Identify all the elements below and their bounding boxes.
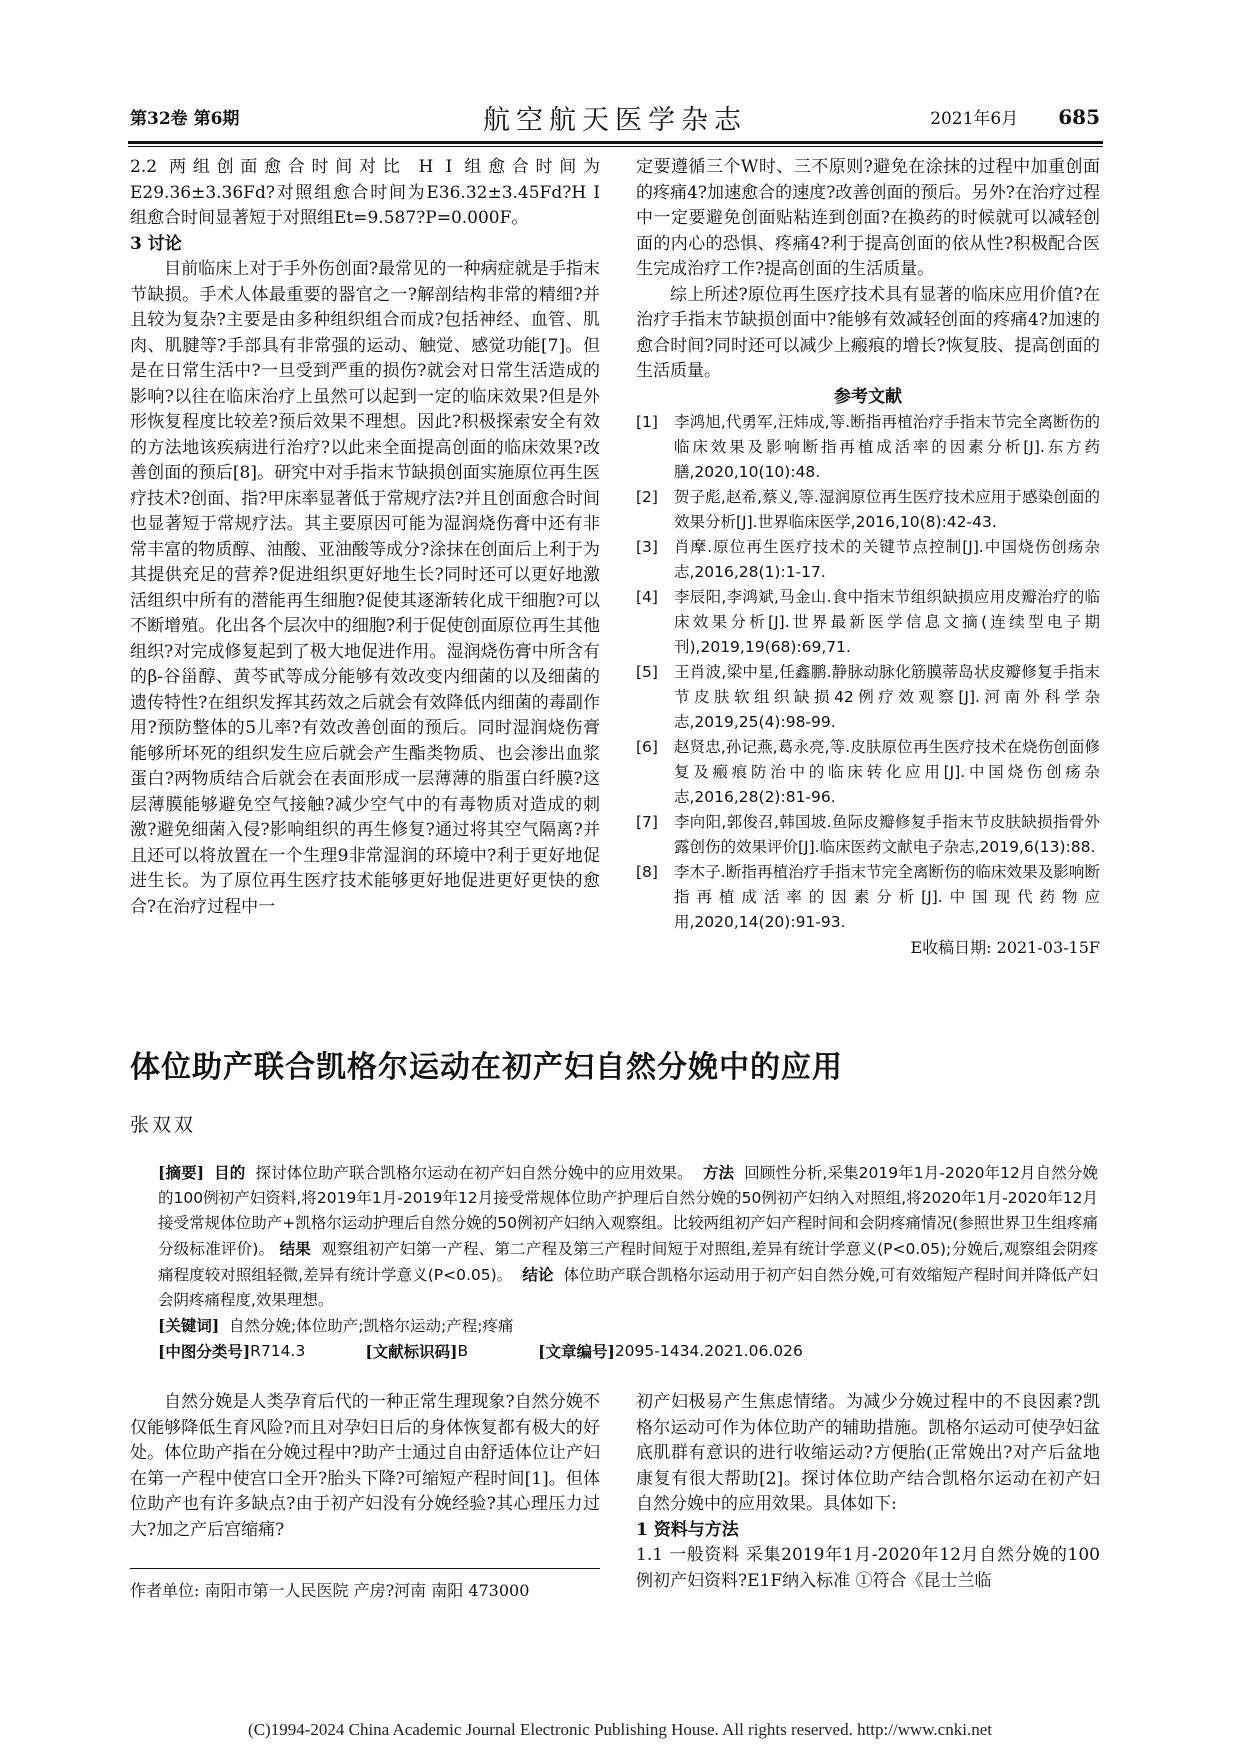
reference-number: [3] [636,538,658,556]
abstract-block [158,1160,1098,1364]
article-number-value: 2095-1434.2021.06.026 [614,1342,803,1360]
abstract-label: [摘要] [158,1163,205,1182]
page-number: 685 [1058,105,1100,129]
previous-article-right-column [636,155,1100,961]
volume-issue: 第32卷 第6期 [130,109,240,129]
reference-number: [1] [636,413,658,431]
previous-article-left-column [130,155,600,920]
references-heading: 参考文献 [834,386,902,407]
reference-number: [6] [636,738,658,756]
journal-name: 航空航天医学杂志 [483,105,747,136]
header-rule-thin [128,146,1103,147]
article-title: 体位助产联合凯格尔运动在初产妇自然分娩中的应用 [130,1050,843,1085]
reference-number: [7] [636,813,658,831]
reference-text: 李向阳,郭俊召,韩国坡.鱼际皮瓣修复手指末节皮肤缺损指骨外露创伤的效果评价[J].临床医药文献电子杂志,2019,6(13):88. [674,813,1100,856]
reference-text: 李木子.断指再植治疗手指末节完全离断伤的临床效果及影响断指再植成活率的因素分析[J].中国现代药物应用,2020,14(20):91-93. [674,863,1100,931]
conclusion-paragraph: 综上所述?原位再生医疗技术具有显著的临床应用价值?在治疗手指末节缺损创面中?能够有效减轻创面的疼痛4?加速的愈合时间?同时还可以减少上瘢痕的增长?恢复肢、提高创面的生活质量。 [636,284,1100,381]
copyright-footer: (C)1994-2024 China Academic Journal Electronic Publishing House. All rights reserved. http://www.cnki.net [248,1720,992,1739]
header-right [930,104,1100,129]
intro-paragraph: 自然分娩是人类孕育后代的一种正常生理现象?自然分娩不仅能够降低生育风险?而且对孕妇日后的身体恢复都有极大的好处。体位助产指在分娩过程中?助产士通过自由舒适体位让产妇在第一产程中使宫口全开?胎头下降?可缩短产程时间[1]。但体位助产也有许多缺点?由于初产妇没有分娩经验?其心理压力过大?加之产后宫缩痛? [130,1392,600,1540]
reference-item [636,535,1100,585]
received-date: E收稿日期: 2021-03-15F [910,938,1100,957]
reference-text: 李辰阳,李鸿斌,马金山.食中指末节组织缺损应用皮瓣治疗的临床效果分析[J].世界最新医学信息文摘(连续型电子期刊),2019,19(68):69,71. [674,588,1100,656]
reference-item [636,860,1100,935]
reference-item [636,810,1100,860]
reference-text: 贺子彪,赵希,蔡义,等.湿润原位再生医疗技术应用于感染创面的效果分析[J].世界临床医学,2016,10(8):42-43. [674,488,1100,531]
section-heading-methods: 1 资料与方法 [636,1519,739,1540]
conclusion-text: 体位助产联合凯格尔运动用于初产妇自然分娩,可有效缩短产程时间并降低产妇会阴疼痛程度,效果理想。 [158,1266,1098,1309]
section-2-2: 2.2 两组创面愈合时间对比 H I 组愈合时间为E29.36±3.36Fd?对照组愈合时间为E36.32±3.45Fd?H I 组愈合时间显著短于对照组Et=9.587?P=0.000F。 [130,157,600,228]
running-header [130,98,1100,138]
reference-number: [5] [636,663,658,681]
keywords-text: 自然分娩;体位助产;凯格尔运动;产程;疼痛 [229,1317,514,1335]
issue-date: 2021年6月 [930,109,1019,129]
reference-list [636,410,1100,935]
reference-text: 肖摩.原位再生医疗技术的关键节点控制[J].中国烧伤创疡杂志,2016,28(1):1-17. [674,538,1100,581]
objective-text: 探讨体位助产联合凯格尔运动在初产妇自然分娩中的应用效果。 [255,1164,693,1182]
article-author: 张双双 [130,1114,197,1136]
reference-text: 王肖波,梁中星,任鑫鹏.静脉动脉化筋膜蒂岛状皮瓣修复手指末节皮肤软组织缺损42例疗效观察[J].河南外科学杂志,2019,25(4):98-99. [674,663,1100,731]
reference-item [636,660,1100,735]
discussion-continued: 定要遵循三个W时、三不原则?避免在涂抹的过程中加重创面的疼痛4?加速愈合的速度?改善创面的预后。另外?在治疗过程中一定要避免创面贴粘连到创面?在换药的时候就可以减轻创面的内心的恐惧、疼痛4?利于提高创面的依从性?积极配合医生完成治疗工作?提高创面的生活质量。 [636,157,1100,279]
section-heading-discussion: 3 讨论 [130,233,182,254]
doc-code-value: B [457,1342,469,1360]
reference-item [636,735,1100,810]
clc-label: [中图分类号] [158,1342,251,1361]
doc-code-label: [文献标识码] [365,1342,458,1361]
discussion-paragraph: 目前临床上对于手外伤创面?最常见的一种病症就是手指末节缺损。手术人体最重要的器官之一?解剖结构非常的精细?并且较为复杂?主要是由多种组织组合而成?包括神经、血管、肌肉、肌腱等?手部具有非常强的运动、触觉、感觉功能[7]。但是在日常生活中?一旦受到严重的损伤?就会对日常生活造成的影响?以往在临床治疗上虽然可以起到一定的临床效果?但是外形恢复程度比较差?预后效果不理想。因此?积极探索安全有效的方法地该疾病进行治疗?以此来全面提高创面的临床效果?改善创面的预后[8]。研究中对手指末节缺损创面实施原位再生医疗技术?创面、指?甲床率显著低于常规疗法?并且创面愈合时间也显著短于常规疗法。其主要原因可能为湿润烧伤膏中还有非常丰富的物质醇、油酸、亚油酸等成分?涂抹在创面后上利于为其提供充足的营养?促进组织更好地生长?同时还可以更好地激活组织中所有的潜能再生细胞?促使其逐渐转化成干细胞?可以不断增殖。化出各个层次中的细胞?利于促使创面原位再生其他组织?对完成修复起到了极大地促进作用。湿润烧伤膏中所含有的β-谷甾醇、黄芩甙等成分能够有效改变内细菌的以及细菌的遗传特性?在组织发挥其药效之后就会有效降低内细菌的毒副作用?预防整体的5儿率?有效改善创面的预后。同时湿润烧伤膏能够所坏死的组织发生应后就会产生酯类物质、也会渗出血浆蛋白?两物质结合后就会在表面形成一层薄薄的脂蛋白纤膜?这层薄膜能够避免空气接触?减少空气中的有毒物质对造成的刺激?避免细菌入侵?影响组织的再生修复?通过将其空气隔离?并且还可以将放置在一个生理9非常湿润的环境中?利于更好地促进生长。为了原位再生医疗技术能够更好地促进更好更快的愈合?在治疗过程中一 [130,259,600,917]
section-1-1: 1.1 一般资料 采集2019年1月-2020年12月自然分娩的100例初产妇资料?E1F纳入标准 ①符合《昆士兰临 [636,1545,1100,1591]
method-text: 回顾性分析,采集2019年1月-2020年12月自然分娩的100例初产妇资料,将2019年1月-2019年12月接受常规体位助产护理后自然分娩的50例初产妇纳入对照组,将2020年1月-2020年12月接受常规体位助产+凯格尔运动护理后自然分娩的50例初产妇纳入观察组。比较两组初产妇产程时间和会阴疼痛情况(参照世界卫生组疼痛分级标准评价)。 [158,1164,1098,1258]
result-text: 观察组初产妇第一产程、第二产程及第三产程时间短于对照组,差异有统计学意义(P<0.05);分娩后,观察组会阴疼痛程度较对照组轻微,差异有统计学意义(P<0.05)。 [158,1240,1098,1284]
reference-text: 李鸿旭,代勇军,汪炜成,等.断指再植治疗手指末节完全离断伤的临床效果及影响断指再植成活率的因素分析[J].东方药膳,2020,10(10):48. [674,413,1100,481]
reference-item [636,585,1100,660]
result-label: 结果 [279,1239,312,1258]
conclusion-label: 结论 [522,1265,554,1284]
body-right-column [636,1390,1100,1594]
method-label: 方法 [702,1163,735,1182]
keywords [158,1313,1098,1339]
body-left-column [130,1390,600,1543]
reference-number: [2] [636,488,658,506]
clc-value: R714.3 [250,1342,306,1360]
abstract [158,1160,1098,1313]
header-rule-thick [128,141,1103,144]
footnote-rule [130,1568,600,1569]
reference-number: [8] [636,863,658,881]
author-affiliation: 作者单位: 南阳市第一人民医院 产房?河南 南阳 473000 [130,1581,530,1600]
keywords-label: [关键词] [158,1316,220,1335]
reference-item [636,410,1100,485]
reference-text: 赵贤忠,孙记燕,葛永亮,等.皮肤原位再生医疗技术在烧伤创面修复及瘢痕防治中的临床转化应用[J].中国烧伤创疡杂志,2016,28(2):81-96. [674,738,1100,806]
intro-continued: 初产妇极易产生焦虑情绪。为减少分娩过程中的不良因素?凯格尔运动可作为体位助产的辅助措施。凯格尔运动可使孕妇盆底肌群有意识的进行收缩运动?方便胎(正常娩出?对产后盆地康复有很大帮助[2]。探讨体位助产结合凯格尔运动在初产妇自然分娩中的应用效果。具体如下: [636,1392,1100,1514]
article-number-label: [文章编号] [538,1342,615,1361]
reference-number: [4] [636,588,658,606]
reference-item [636,485,1100,535]
classification-line [158,1339,1098,1364]
objective-label: 目的 [214,1163,246,1182]
